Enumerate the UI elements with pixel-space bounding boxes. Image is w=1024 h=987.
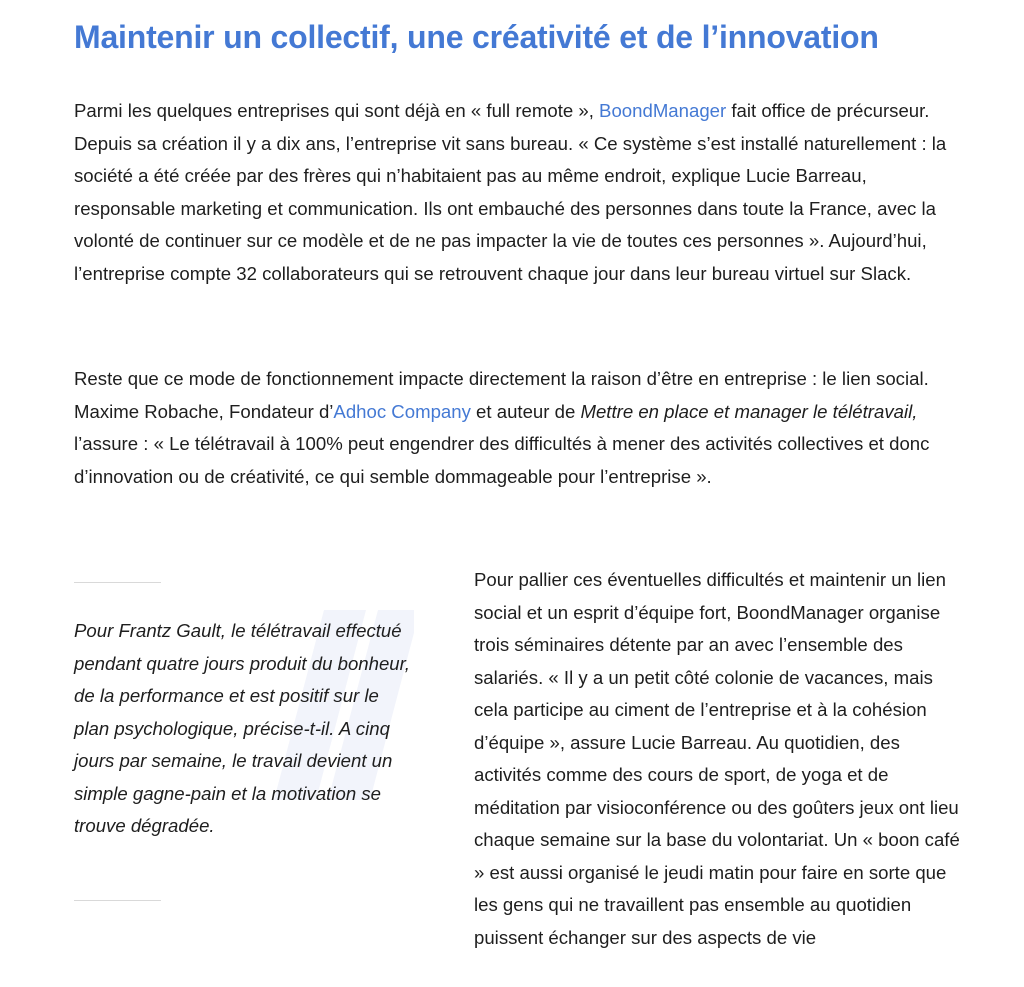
- pull-quote: [74, 582, 419, 902]
- pull-quote-bottom-divider: [74, 900, 161, 901]
- boondmanager-link[interactable]: BoondManager: [599, 100, 727, 121]
- paragraph-social-text-start: Reste que ce mode de fonctionnement impacte directement la raison d’être en entreprise : le lien social. Maxime Robache, Fondateur d’: [74, 368, 929, 422]
- paragraph-intro-text-start: Parmi les quelques entreprises qui sont déjà en « full remote »,: [74, 100, 600, 121]
- article-heading: Maintenir un collectif, une créativité et de l’innovation: [74, 19, 879, 55]
- paragraph-social-text-end: l’assure : « Le télétravail à 100% peut engendrer des difficultés à mener des activités collectives et donc d’innovation ou de créativité, ce qui semble dommageable pour l’entreprise ».: [74, 433, 930, 487]
- paragraph-intro: [74, 95, 964, 290]
- paragraph-intro-text-end: fait office de précurseur. Depuis sa création il y a dix ans, l’entreprise vit sans bureau. « Ce système s’est installé naturellement : la société a été créée par des frères qui n’habitaient pas au même endroit, explique Lucie Barreau, responsable marketing et communication. Ils ont embauché des personnes dans toute la France, avec la volonté de continuer sur ce modèle et de ne pas impacter la vie de toutes ces personnes ». Aujourd’hui, l’entreprise compte 32 collaborateurs qui se retrouvent chaque jour dans leur bureau virtuel sur Slack.: [74, 100, 947, 284]
- adhoc-company-link[interactable]: Adhoc Company: [333, 400, 471, 422]
- book-title: Mettre en place et manager le télétravail,: [580, 400, 918, 422]
- pull-quote-top-divider: [74, 582, 161, 583]
- paragraph-team-activities: Pour pallier ces éventuelles difficultés et maintenir un lien social et un esprit d’équipe fort, BoondManager organise trois séminaires détente par an avec l’ensemble des salariés. « Il y a un petit côté colonie de vacances, mais cela participe au ciment de l’entreprise et à la cohésion d’équipe », assure Lucie Barreau. Au quotidien, des activités comme des cours de sport, de yoga et de méditation par visioconférence ou des goûters jeux ont lieu chaque semaine sur la base du volontariat. Un « boon café » est aussi organisé le jeudi matin pour faire en sorte que les gens qui ne travaillent pas ensemble au quotidien puissent échanger sur des aspects de vie: [474, 569, 960, 948]
- pull-quote-text: Pour Frantz Gault, le télétravail effectué pendant quatre jours produit du bonheur, de la performance et est positif sur le plan psychologique, précise-t-il. A cinq jours par semaine, le travail devient un simple gagne-pain et la motivation se trouve dégradée.: [74, 620, 410, 836]
- paragraph-social-link: [74, 363, 964, 493]
- paragraph-social-text-middle: et auteur de: [470, 400, 581, 422]
